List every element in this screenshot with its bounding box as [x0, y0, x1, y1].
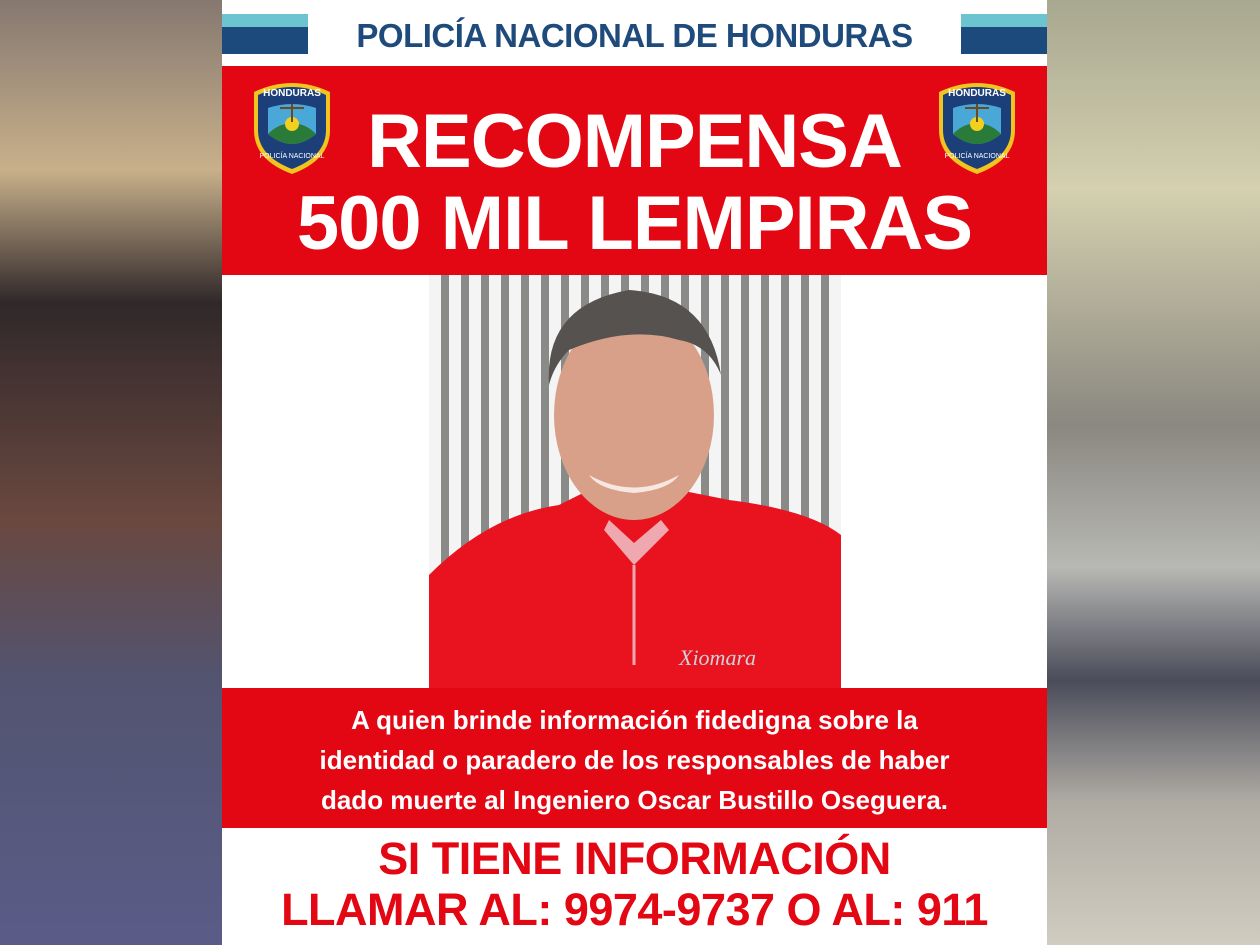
description-line: dado muerte al Ingeniero Oscar Bustillo Oseguera.	[320, 785, 949, 815]
agency-title: POLICÍA NACIONAL DE HONDURAS	[356, 17, 913, 54]
victim-photo	[429, 275, 841, 688]
reward-poster	[222, 0, 1047, 945]
flag-stripe-right	[961, 14, 1047, 54]
agency-header	[222, 14, 1047, 56]
svg-text:POLICÍA NACIONAL: POLICÍA NACIONAL	[944, 153, 1010, 160]
reward-description	[222, 700, 1047, 820]
blurred-background-left	[0, 0, 222, 945]
info-call-heading: SI TIENE INFORMACIÓN	[378, 833, 891, 884]
description-line: A quien brinde información fidedigna sobre la	[351, 705, 918, 735]
svg-text:HONDURAS: HONDURAS	[948, 88, 1006, 99]
reward-amount: 500 MIL LEMPIRAS	[296, 181, 973, 266]
svg-text:POLICÍA NACIONAL: POLICÍA NACIONAL	[259, 153, 325, 160]
svg-text:Xiomara: Xiomara	[679, 645, 756, 670]
svg-text:HONDURAS: HONDURAS	[263, 88, 321, 99]
portrait-illustration	[429, 275, 841, 688]
blurred-background-right	[1047, 0, 1260, 945]
reward-title: RECOMPENSA	[367, 99, 902, 184]
flag-stripe-left	[222, 14, 308, 54]
phone-numbers: LLAMAR AL: 9974-9737 O AL: 911	[281, 884, 988, 935]
description-line: identidad o paradero de los responsables de haber	[319, 745, 950, 775]
